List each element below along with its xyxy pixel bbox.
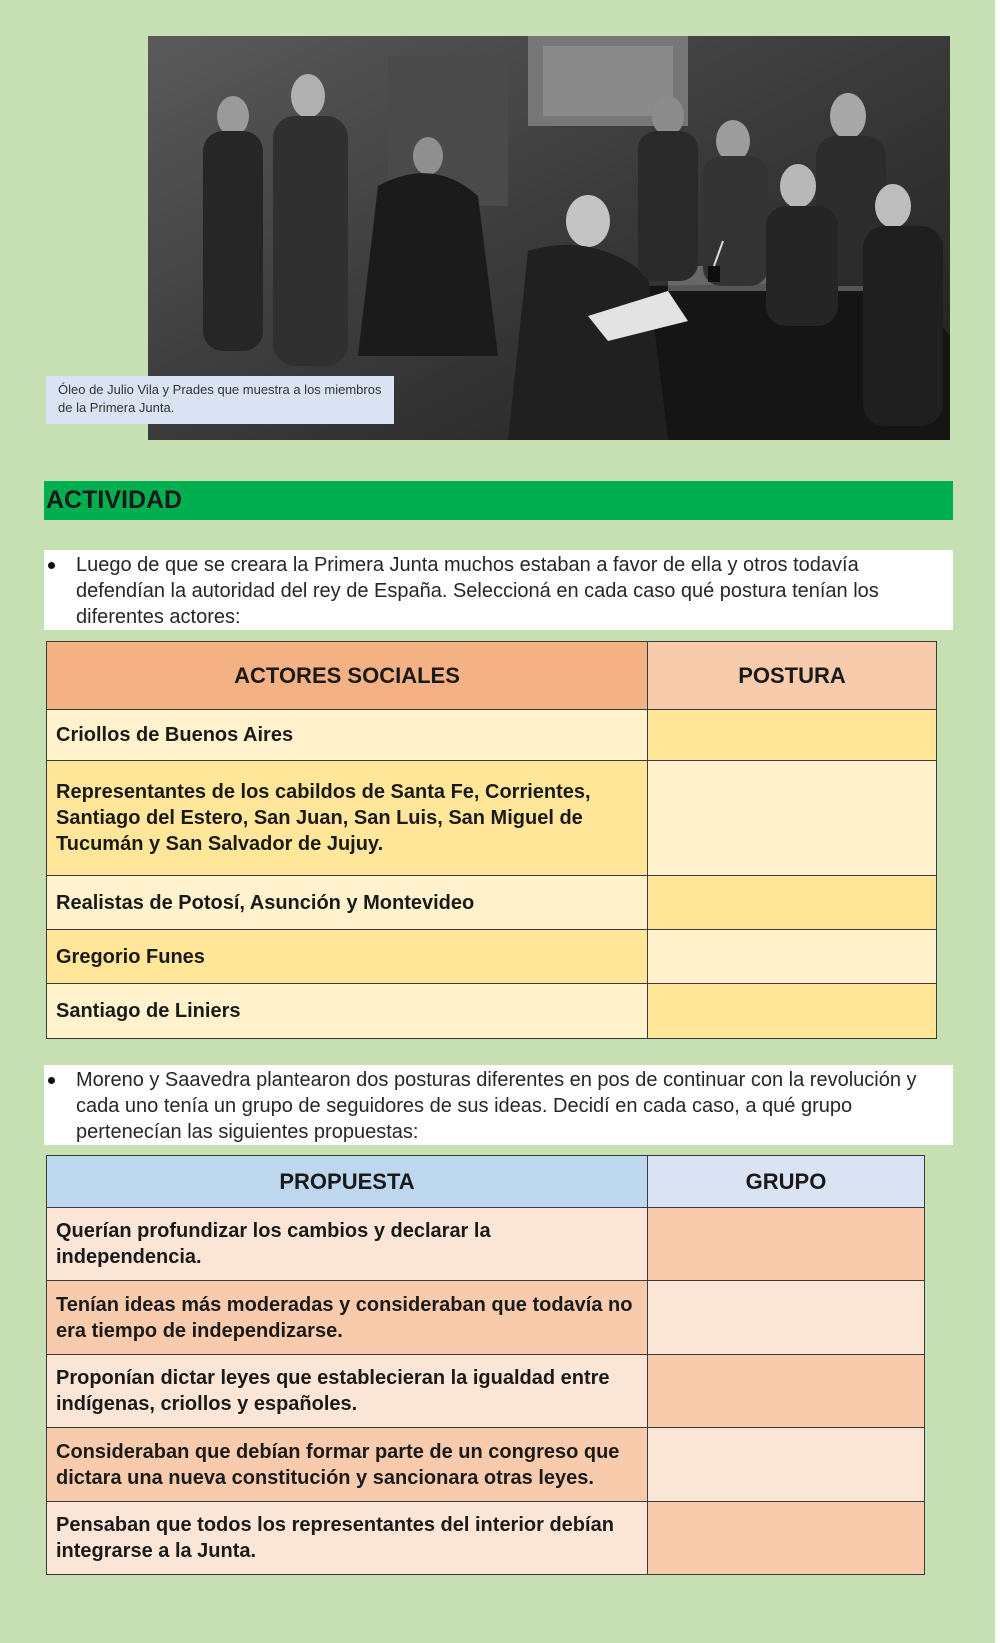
- table-row: [47, 1281, 925, 1355]
- table-row: [47, 761, 937, 876]
- bullet-icon: [48, 1077, 55, 1084]
- grupo-answer-cell[interactable]: [648, 1208, 925, 1281]
- activity-heading: ACTIVIDAD: [44, 481, 953, 520]
- instruction-1: [44, 550, 953, 630]
- actor-cell: Representantes de los cabildos de Santa Fe, Corrientes, Santiago del Estero, San Juan, San Luis, San Miguel de Tucumán y San Salvador de Jujuy.: [47, 761, 648, 876]
- table-header-row: [47, 642, 937, 710]
- table-row: [47, 876, 937, 930]
- table-row: [47, 1355, 925, 1428]
- instruction-2-text: Moreno y Saavedra plantearon dos posturas diferentes en pos de continuar con la revolución y cada uno tenía un grupo de seguidores de sus ideas. Decidí en cada caso, a qué grupo pertenecían las siguientes propuestas:: [76, 1069, 917, 1143]
- table-row: [47, 1428, 925, 1502]
- page-edge: [995, 0, 1000, 1643]
- bullet-icon: [48, 562, 55, 569]
- table-row: [47, 1208, 925, 1281]
- table-row: [47, 1502, 925, 1575]
- table-header-row: [47, 1156, 925, 1208]
- table-row: [47, 930, 937, 984]
- actors-table: [46, 641, 937, 1039]
- grupo-answer-cell[interactable]: [648, 1428, 925, 1502]
- instruction-1-text: Luego de que se creara la Primera Junta muchos estaban a favor de ella y otros todavía defendían la autoridad del rey de España. Seleccioná en cada caso qué postura tenían los diferentes actores:: [76, 554, 879, 628]
- proposals-table: [46, 1155, 925, 1575]
- table-row: [47, 710, 937, 761]
- grupo-answer-cell[interactable]: [648, 1502, 925, 1575]
- header-grupo: GRUPO: [648, 1156, 925, 1208]
- postura-answer-cell[interactable]: [648, 876, 937, 930]
- painting-caption: Óleo de Julio Vila y Prades que muestra a los miembros de la Primera Junta.: [46, 376, 394, 424]
- grupo-answer-cell[interactable]: [648, 1355, 925, 1428]
- postura-answer-cell[interactable]: [648, 930, 937, 984]
- proposal-cell: Querían profundizar los cambios y declarar la independencia.: [47, 1208, 648, 1281]
- proposal-cell: Proponían dictar leyes que establecieran la igualdad entre indígenas, criollos y españoles.: [47, 1355, 648, 1428]
- actor-cell: Criollos de Buenos Aires: [47, 710, 648, 761]
- header-propuesta: PROPUESTA: [47, 1156, 648, 1208]
- postura-answer-cell[interactable]: [648, 761, 937, 876]
- postura-answer-cell[interactable]: [648, 710, 937, 761]
- actor-cell: Realistas de Potosí, Asunción y Montevideo: [47, 876, 648, 930]
- header-actores-sociales: ACTORES SOCIALES: [47, 642, 648, 710]
- instruction-2: [44, 1065, 953, 1145]
- actor-cell: Santiago de Liniers: [47, 984, 648, 1039]
- table-row: [47, 984, 937, 1039]
- proposal-cell: Pensaban que todos los representantes del interior debían integrarse a la Junta.: [47, 1502, 648, 1575]
- proposal-cell: Consideraban que debían formar parte de un congreso que dictara una nueva constitución y sancionara otras leyes.: [47, 1428, 648, 1502]
- header-postura: POSTURA: [648, 642, 937, 710]
- proposal-cell: Tenían ideas más moderadas y consideraban que todavía no era tiempo de independizarse.: [47, 1281, 648, 1355]
- postura-answer-cell[interactable]: [648, 984, 937, 1039]
- actor-cell: Gregorio Funes: [47, 930, 648, 984]
- grupo-answer-cell[interactable]: [648, 1281, 925, 1355]
